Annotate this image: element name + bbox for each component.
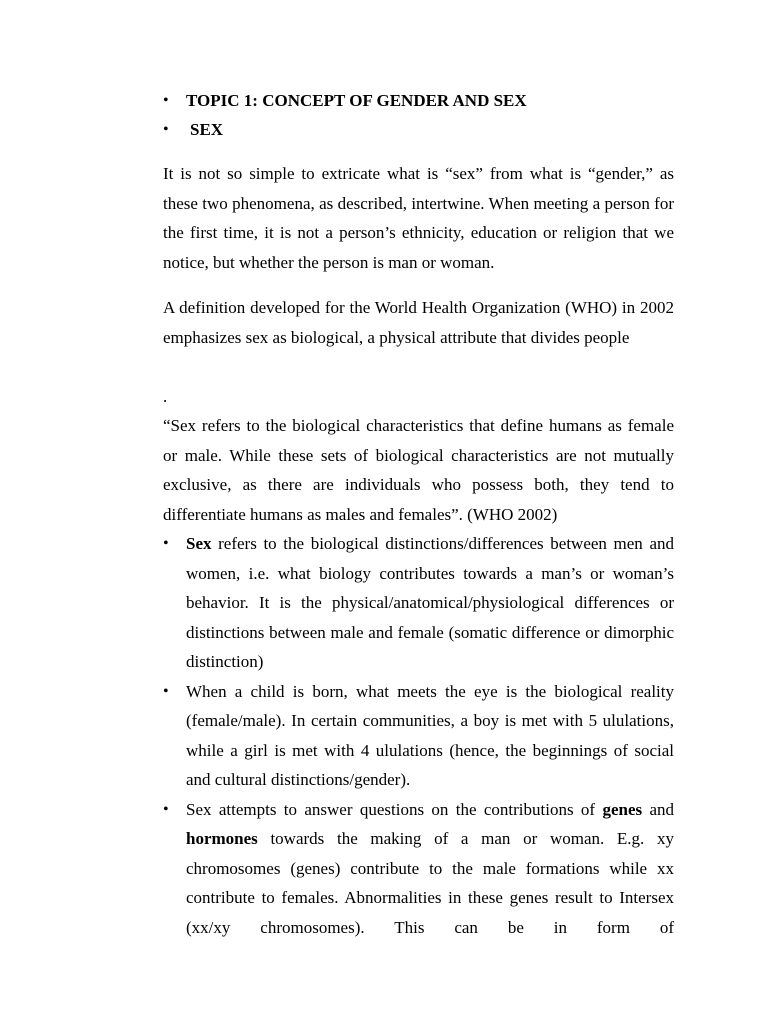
bullet-genes-hormones — [163, 795, 674, 943]
bullet-icon: • — [163, 535, 169, 552]
topic-heading-text: TOPIC 1: CONCEPT OF GENDER AND SEX — [186, 91, 527, 110]
who-definition-paragraph: A definition developed for the World Health Organization (WHO) in 2002 emphasizes sex as biological, a physical attribute that divides people — [163, 298, 674, 347]
child-born-text: When a child is born, what meets the eye is the biological reality (female/male). In certain communities, a boy is met with 5 ululations, while a girl is met with 4 ululations (hence, the beginnings of social and cultural distinctions/gender). — [186, 681, 674, 789]
bullet-icon: • — [163, 800, 169, 818]
bullet-sex-definition — [163, 529, 674, 677]
bullet-icon: • — [163, 682, 169, 700]
who-quote-paragraph: “Sex refers to the biological characteristics that define humans as female or male. While these sets of biological characteristics are not mutually exclusive, as there are individuals who possess both, they tend to differentiate humans as males and females”. (WHO 2002) — [163, 416, 674, 524]
intro-paragraph: It is not so simple to extricate what is “sex” from what is “gender,” as these two phenomena, as described, intertwine. When meeting a person for the first time, it is not a person’s ethnicity, education or religion that we notice, but whether the person is man or woman. — [163, 164, 674, 272]
genes-term: genes — [602, 799, 643, 819]
stray-period: . — [163, 387, 168, 406]
sex-bullet-list — [163, 529, 674, 942]
sex-definition-text: refers to the biological distinctions/differences between men and women, i.e. what biology contributes towards a man’s or woman’s behavior. It is the physical/anatomical/physiological differences or distinctions between male and female (somatic difference or dimorphic distinction) — [186, 534, 674, 671]
bullet-icon: • — [163, 92, 169, 109]
heading-list — [163, 86, 674, 144]
sex-heading-text: SEX — [190, 120, 224, 139]
bullet-child-born — [163, 677, 674, 795]
genes-text-b: and — [642, 799, 674, 819]
hormones-term: hormones — [186, 829, 258, 848]
sex-term: Sex — [186, 534, 212, 553]
genes-text-a: Sex attempts to answer questions on the contributions of — [186, 799, 603, 819]
sex-heading — [163, 115, 674, 144]
bullet-icon: • — [163, 121, 169, 138]
genes-text-c: towards the making of a man or woman. E.g. xy chromosomes (genes) contribute to the male formations while xx contribute to females. Abnormalities in these genes result to Intersex (xx/xy chromosomes). This can be in form of — [186, 829, 674, 937]
topic-heading — [163, 86, 674, 115]
